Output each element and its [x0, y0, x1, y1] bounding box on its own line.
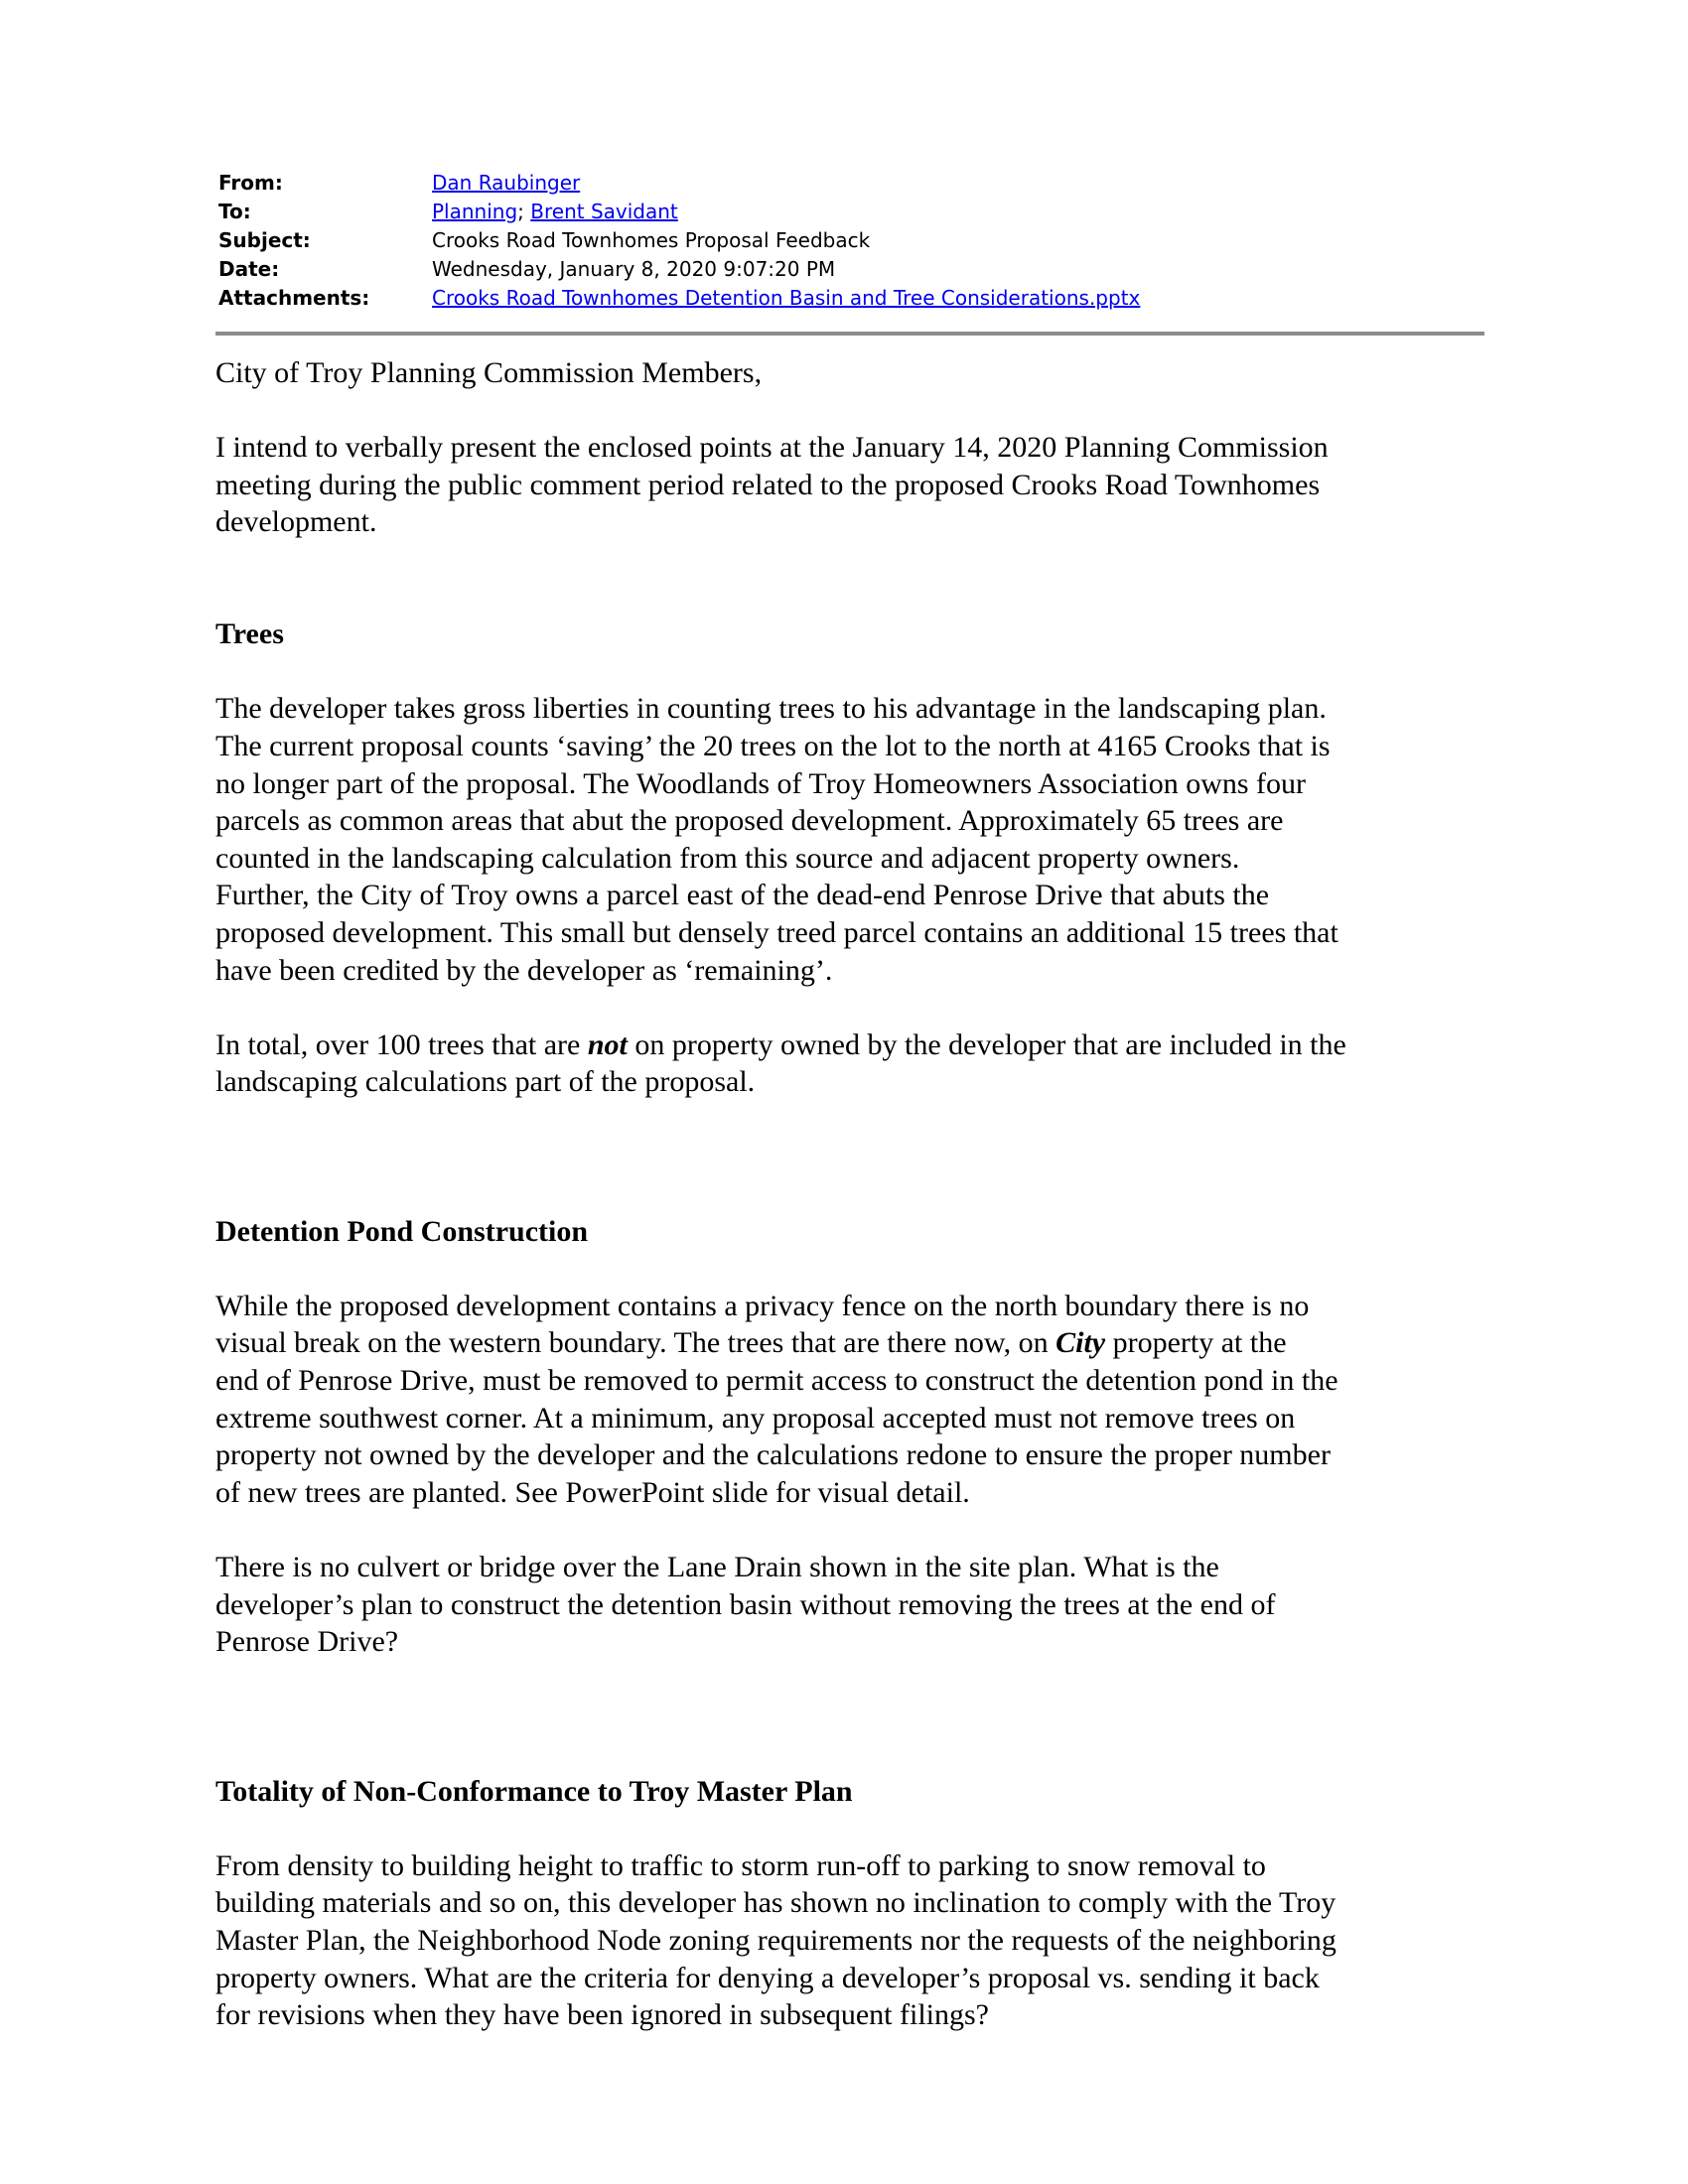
recipient-separator: ;: [517, 200, 531, 223]
attachments-label: Attachments:: [218, 286, 370, 310]
text-line: The developer takes gross liberties in counting trees to his advantage in the landscaping plan.: [215, 692, 1327, 726]
date-row: [218, 255, 1499, 284]
subject-row: [218, 226, 1499, 255]
text-line: of new trees are planted. See PowerPoint slide for visual detail.: [215, 1475, 970, 1509]
text-line: proposed development. This small but densely treed parcel contains an additional 15 trees that: [215, 915, 1338, 949]
text-line: landscaping calculations part of the proposal.: [215, 1065, 756, 1099]
text-line: The current proposal counts ‘saving’ the 20 trees on the lot to the north at 4165 Crooks that is: [215, 729, 1331, 762]
intro-paragraph: [215, 429, 1501, 541]
email-header: [218, 169, 1499, 313]
salutation: City of Troy Planning Commission Members,: [215, 356, 763, 389]
recipient-link-savidant[interactable]: Brent Savidant: [530, 200, 678, 223]
text-line: counted in the landscaping calculation from this source and adjacent property owners.: [215, 841, 1240, 875]
text-line: visual break on the western boundary. The trees that are there now, on City property at the: [215, 1326, 1287, 1360]
text-line: end of Penrose Drive, must be removed to permit access to construct the detention pond in the: [215, 1364, 1338, 1398]
text-line: Penrose Drive?: [215, 1625, 399, 1659]
emphasis-not: not: [587, 1027, 628, 1061]
text-line: for revisions when they have been ignored in subsequent filings?: [215, 1998, 989, 2032]
text-line: While the proposed development contains a privacy fence on the north boundary there is no: [215, 1289, 1310, 1322]
to-row: [218, 198, 1499, 226]
trees-paragraph-2: [215, 1026, 1501, 1101]
text-line: There is no culvert or bridge over the Lane Drain shown in the site plan. What is the: [215, 1551, 1219, 1584]
recipient-link-planning[interactable]: Planning: [432, 200, 518, 223]
text-line: development.: [215, 505, 377, 539]
section-heading-trees: Trees: [215, 617, 284, 651]
trees-paragraph-1: [215, 690, 1501, 989]
text-line: Further, the City of Troy owns a parcel east of the dead-end Penrose Drive that abuts the: [215, 879, 1270, 912]
text-line: From density to building height to traffic to storm run-off to parking to snow removal to: [215, 1848, 1266, 1882]
text-line: meeting during the public comment period related to the proposed Crooks Road Townhomes: [215, 468, 1321, 501]
date-value: Wednesday, January 8, 2020 9:07:20 PM: [432, 257, 836, 281]
detention-paragraph-2: [215, 1549, 1501, 1661]
section-heading-detention: Detention Pond Construction: [215, 1214, 589, 1248]
text-line: property not owned by the developer and the calculations redone to ensure the proper number: [215, 1438, 1331, 1472]
to-label: To:: [218, 200, 251, 223]
header-divider: [215, 332, 1484, 336]
date-label: Date:: [218, 257, 280, 281]
text-line: extreme southwest corner. At a minimum, any proposal accepted must not remove trees on: [215, 1401, 1296, 1434]
emphasis-city: City: [1055, 1326, 1106, 1360]
totality-paragraph-1: [215, 1847, 1501, 2034]
sender-link[interactable]: Dan Raubinger: [432, 171, 581, 195]
text-line: developer’s plan to construct the detention basin without removing the trees at the end of: [215, 1587, 1276, 1621]
subject-label: Subject:: [218, 228, 311, 252]
text-line: parcels as common areas that abut the proposed development. Approximately 65 trees are: [215, 804, 1284, 838]
section-heading-totality: Totality of Non-Conformance to Troy Master Plan: [215, 1774, 853, 1808]
text-line: In total, over 100 trees that are not on property owned by the developer that are included in the: [215, 1027, 1346, 1061]
text-line: property owners. What are the criteria for denying a developer’s proposal vs. sending it back: [215, 1961, 1320, 1994]
text-line: building materials and so on, this developer has shown no inclination to comply with the Troy: [215, 1886, 1336, 1920]
text-line: I intend to verbally present the enclosed points at the January 14, 2020 Planning Commission: [215, 431, 1329, 465]
from-row: [218, 169, 1499, 198]
attachments-row: [218, 284, 1499, 313]
detention-paragraph-1: [215, 1288, 1501, 1512]
subject-value: Crooks Road Townhomes Proposal Feedback: [432, 228, 871, 252]
letter-body: [215, 354, 1501, 2034]
text-line: Master Plan, the Neighborhood Node zoning requirements nor the requests of the neighboring: [215, 1923, 1336, 1957]
attachment-link[interactable]: Crooks Road Townhomes Detention Basin and Tree Considerations.pptx: [432, 286, 1141, 310]
text-line: have been credited by the developer as ‘remaining’.: [215, 953, 833, 987]
text-line: no longer part of the proposal. The Woodlands of Troy Homeowners Association owns four: [215, 766, 1307, 800]
from-label: From:: [218, 171, 283, 195]
